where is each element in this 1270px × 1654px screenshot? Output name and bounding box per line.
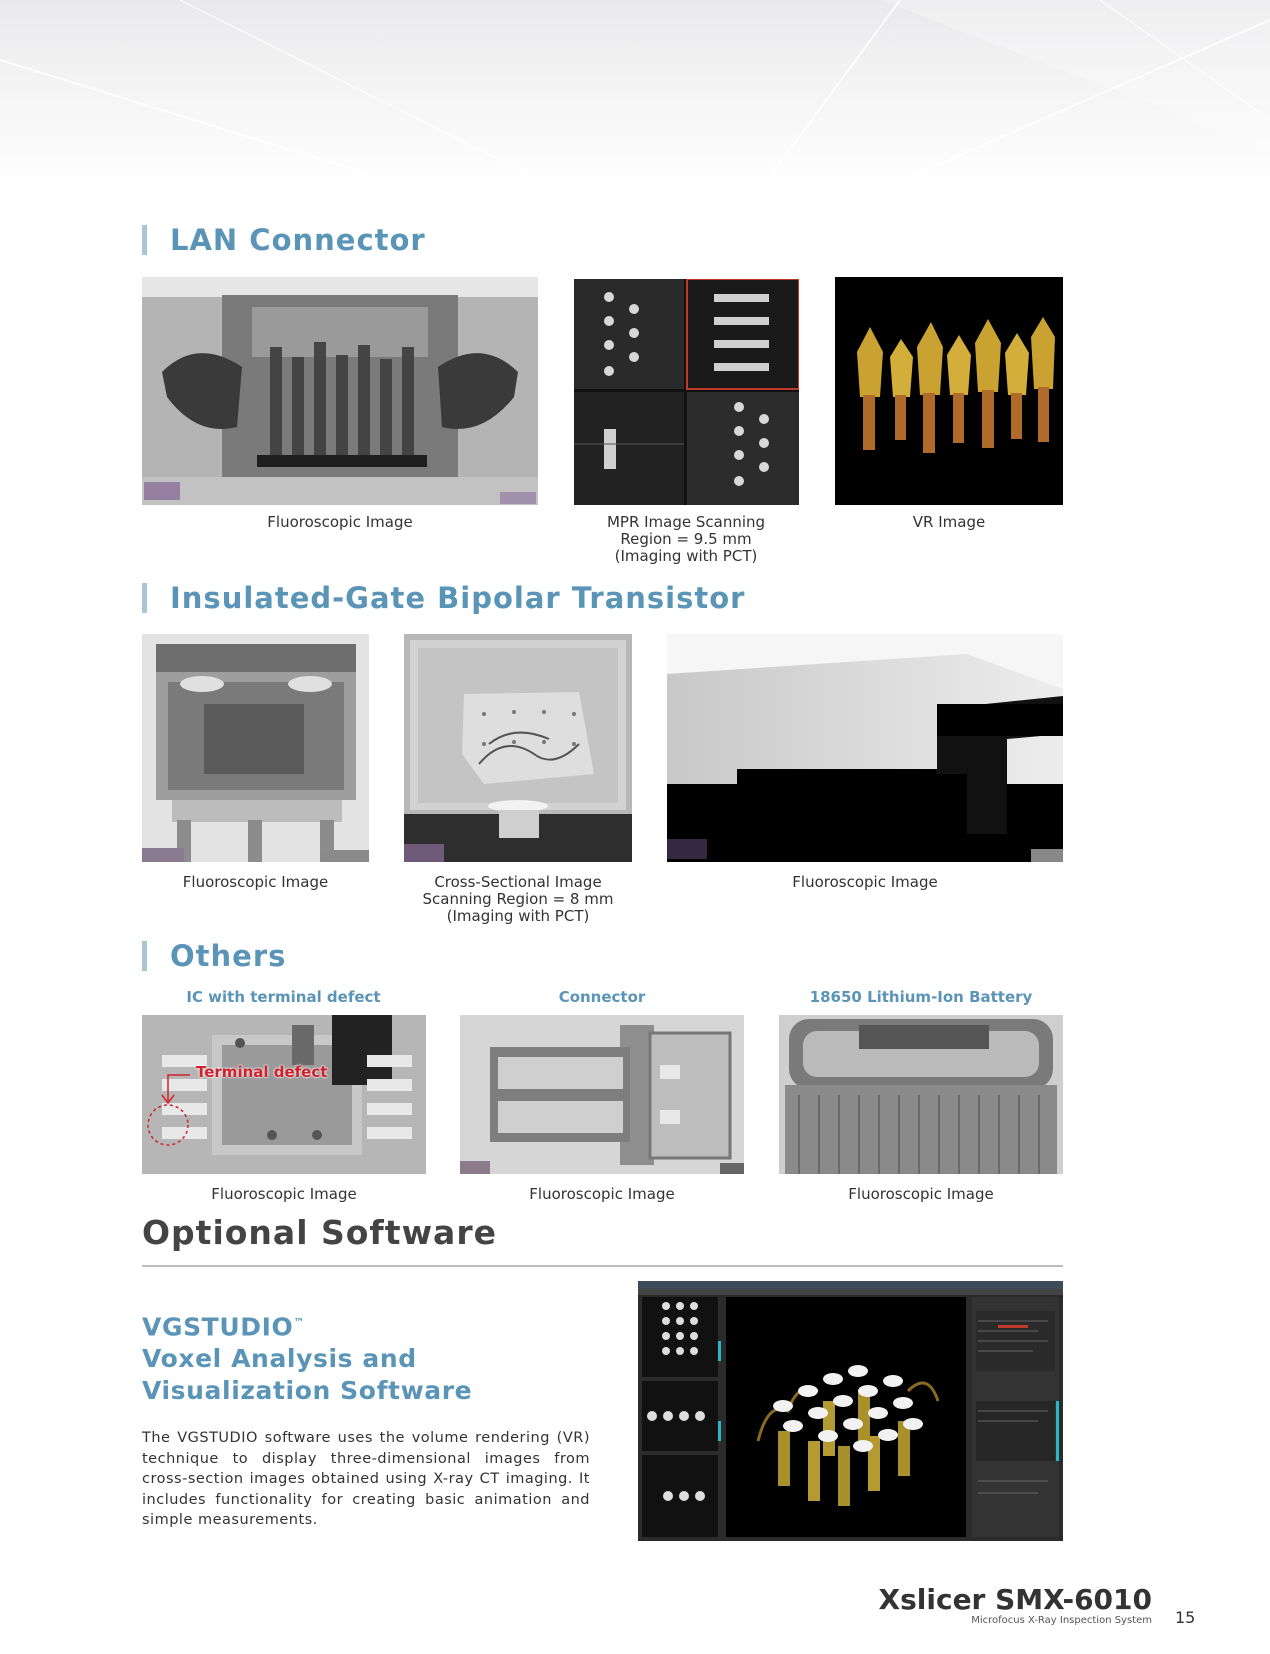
others-battery-image (779, 1015, 1063, 1174)
section-title-lan-connector: LAN Connector (142, 225, 426, 255)
page-number: 15 (1175, 1608, 1196, 1627)
footer-product-subtitle: Microfocus X-Ray Inspection System (971, 1615, 1152, 1626)
header-background (0, 0, 1270, 190)
divider (142, 1265, 1063, 1267)
section-title-others: Others (142, 941, 286, 971)
igbt-caption-3: Fluoroscopic Image (792, 873, 938, 891)
trademark-mark: ™ (293, 1316, 305, 1329)
vgstudio-screenshot (638, 1281, 1063, 1541)
igbt-caption-1: Fluoroscopic Image (182, 873, 329, 891)
others-caption-2: Fluoroscopic Image (529, 1185, 675, 1203)
igbt-fluoroscopic-image-1 (142, 634, 369, 862)
vgstudio-subtitle-2: Visualization Software (142, 1376, 473, 1406)
igbt-cross-sectional-image (404, 634, 632, 862)
optional-software-title: Optional Software (142, 1213, 497, 1252)
lan-caption-2: MPR Image Scanning Region = 9.5 mm (Imaging with PCT) (606, 513, 766, 565)
others-ic-image (142, 1015, 426, 1174)
igbt-caption-2: Cross-Sectional Image Scanning Region = 8 mm (Imaging with PCT) (422, 873, 614, 925)
others-subtitle-battery: 18650 Lithium-Ion Battery (809, 988, 1033, 1006)
others-subtitle-ic: IC with terminal defect (186, 988, 381, 1006)
lan-mpr-image (574, 279, 799, 505)
vgstudio-subtitle-1: Voxel Analysis and (142, 1344, 417, 1374)
others-connector-image (460, 1015, 744, 1174)
lan-caption-3: VR Image (912, 513, 986, 531)
vgstudio-heading (142, 1307, 602, 1407)
lan-vr-image (835, 277, 1063, 505)
section-title-igbt: Insulated-Gate Bipolar Transistor (142, 583, 745, 613)
lan-caption-1: Fluoroscopic Image (267, 513, 413, 531)
footer-product-name: Xslicer SMX-6010 (878, 1583, 1152, 1616)
others-subtitle-connector: Connector (558, 988, 646, 1006)
vgstudio-name: VGSTUDIO (142, 1312, 294, 1342)
vgstudio-description: The VGSTUDIO software uses the volume rendering (VR) technique to display three-dimensional images from cross-section images obtained using X-ray CT imaging. It includes functionality for creating basic animation and simple measurements. (142, 1430, 590, 1529)
others-caption-3: Fluoroscopic Image (848, 1185, 994, 1203)
others-caption-1: Fluoroscopic Image (211, 1185, 357, 1203)
igbt-fluoroscopic-image-2 (667, 634, 1063, 862)
lan-fluoroscopic-image (142, 277, 538, 505)
terminal-defect-label: Terminal defect (196, 1063, 328, 1081)
